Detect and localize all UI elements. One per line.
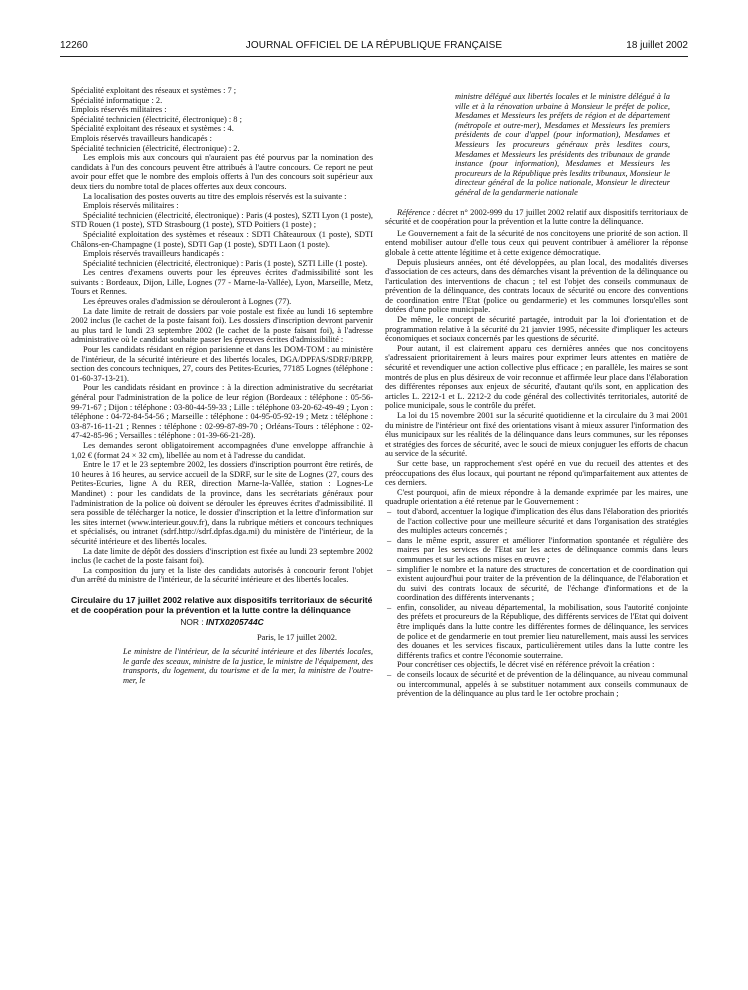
text-line: Spécialité exploitant des réseaux et systèmes : 4. [71, 124, 234, 134]
ministre-address: Le ministre de l'intérieur, de la sécurité intérieure et des libertés locales, le garde des sceaux, ministre de la justice, le ministre de l'équipement, des transports, du logement, du tourisme et de la mer, la ministre de l'outre-mer, le [123, 647, 373, 685]
paragraph: La composition du jury et la liste des candidats autorisés à concourir feront l'objet d'un arrêté du ministre de l'intérieur, de la sécurité intérieure et des libertés locales. [71, 565, 373, 585]
orientation-list [385, 507, 688, 661]
text-line: Spécialité exploitant des réseaux et systèmes : 7 ; [71, 86, 237, 95]
paragraph: C'est pourquoi, afin de mieux répondre à la demande exprimée par les maires, une quadruple orientation a été retenue par le Gouvernement : [385, 487, 688, 507]
nor-reference [71, 618, 373, 628]
paragraph: Sur cette base, un rapprochement s'est opéré en vue du recueil des attentes et des préoccupations des élus locaux, qui pourtant ne répond qu'imparfaitement aux attentes de ces derniers. [385, 458, 688, 488]
paragraph: Le Gouvernement a fait de la sécurité de nos concitoyens une priorité de son action. Il entend mobiliser autour d'elle tous ceux qui peuvent contribuer à améliorer la réponse globale à cette attente légitime et à cette exigence démocratique. [385, 228, 688, 257]
list-item: – simplifier le nombre et la nature des structures de concertation et de coordination qui existent aujourd'hui pour traiter de la prévention de la délinquance, de l'élaboration et du suivi des contrats locaux de sécurité, de l'échange d'informations et de la coordination des différents intervenants ; [397, 565, 688, 603]
paragraph: Pour autant, il est clairement apparu ces dernières années que nos concitoyens s'adressaient prioritairement à leurs maires pour exprimer leurs attentes en matière de sécurité et revendiquer une action collective plus efficace ; en parallèle, les maires se sont montrés de plus en plus désireux de voir reconnue et affirmée leur place dans l'élaboration des différentes réponses aux enjeux de sécurité, d'autant qu'ils sont, en application des articles L. 2212-1 et L. 2212-2 du code général des collectivités territoriales, autorité de police municipale, sous le contrôle du préfet. [385, 343, 688, 411]
nor-code: INTX0205744C [205, 616, 264, 627]
journal-title: JOURNAL OFFICIEL DE LA RÉPUBLIQUE FRANÇAISE [245, 40, 503, 51]
paragraph: Entre le 17 et le 23 septembre 2002, les dossiers d'inscription pourront être retirés, de 10 heures à 16 heures, au service accueil de la SDRF, sur le site de Lognes (27, cours des Petites-Ecuries, ligne A du RER, direction Marne-la-Vallée, station : Lognes-Le Mandinet) : pour les candidats de la province, dans les secrétariats généraux pour l'administration de la police où doivent se dérouler les épreuves écrites d'admissibilité. Il sera possible de télécharger la notice, le dossier d'inscription et la lettre d'information sur les sites internet (www.interieur.gouv.fr), dans la rubrique métiers et concours techniques et spécialisés, ou intranet (sdrf.http://sdrf.dpfas.dga.mi) du ministère de l'intérieur, de la sécurité intérieure et des libertés locales. [71, 460, 373, 546]
paragraph: Pour les candidats résidant en région parisienne et dans les DOM-TOM : au ministère de l'intérieur, de la sécurité intérieure et des libertés locales, DGA/DPFAS/SDRF/BRPP, section des concours techniques, 27, cours des Petites-Ecuries, 77185 Lognes (téléphone : 01-60-37-13-21). [71, 345, 373, 383]
list-item: – de conseils locaux de sécurité et de prévention de la délinquance, au niveau communal ou intercommunal, appelés à se substituer notamment aux conseils communaux de prévention de la délinquance au plus tard le 1er octobre prochain ; [397, 670, 688, 699]
paragraph: Les épreuves orales d'admission se dérouleront à Lognes (77). [83, 297, 292, 307]
nor-label: NOR : [180, 616, 204, 627]
paris-date: Paris, le 17 juillet 2002. [256, 633, 337, 643]
text-line: Emplois réservés travailleurs handicapés : [71, 133, 212, 143]
paragraph: Spécialité technicien (électricité, électronique) : Paris (1 poste), SZTI Lille (1 poste). [83, 258, 368, 268]
paragraph: La loi du 15 novembre 2001 sur la sécurité quotidienne et la circulaire du 3 mai 2001 du ministre de l'intérieur ont fixé des orientations visant à mieux assurer l'information des élus municipaux sur les réalités de la délinquance dans leurs communes, sur les réponses et stratégies des forces de sécurité, avec le souci de mieux conjuguer les efforts de chacun au service de la sécurité. [385, 411, 688, 459]
creation-list [385, 670, 688, 699]
paragraph: Les centres d'examens ouverts pour les épreuves écrites d'admissibilité sont les suivants : Bordeaux, Dijon, Lille, Lognes (77 - Marne-la-Vallée), Lyon, Marseille, Metz, Tours et Rennes. [71, 268, 373, 297]
text-line: Spécialité technicien (électricité, électronique) : 2. [71, 143, 240, 153]
paragraph: Les emplois mis aux concours qui n'auraient pas été pourvus par la nomination des candidats à l'un des concours peuvent être attribués à l'autre concours. Ce report ne peut avoir pour effet que le nombre des emplois offerts à l'un des concours soit supérieur aux deux tiers du nombre total de places offertes aux deux concours. [71, 153, 373, 191]
reference-label: Référence : [397, 207, 436, 217]
paragraph: Pour les candidats résidant en province : à la direction administrative du secrétariat général pour l'administration de la police de leur région (Bordeaux : téléphone : 05-56-99-71-67 ; Dijon : téléphone : 03-80-44-59-33 ; Lille : téléphone 03-20-62-49-49 ; Lyon : téléphone : 04-72-84-54-56 ; Marseille : téléphone : 04-95-05-92-19 ; Metz : téléphone : 03-87-16-11-21 ; Rennes : téléphone : 02-99-87-89-70 ; Orléans-Tours : téléphone : 02-47-42-85-96 ; Versailles : téléphone : 01-39-66-21-28). [71, 383, 373, 441]
list-item: – tout d'abord, accentuer la logique d'implication des élus dans l'élaboration des priorités de l'action collective pour une meilleure sécurité et dans l'organisation des stratégies des multiples acteurs concernés ; [397, 507, 688, 536]
text-line: Spécialité informatique : 2. [71, 95, 163, 105]
paragraph: Emplois réservés travailleurs handicapés : [83, 249, 224, 259]
paragraph: La localisation des postes ouverts au titre des emplois réservés est la suivante : [83, 191, 347, 201]
right-column [385, 92, 688, 699]
paragraph: Les demandes seront obligatoirement accompagnées d'une enveloppe affranchie à 1,02 € (format 24 × 32 cm), libellée au nom et à l'adresse du candidat. [71, 440, 373, 460]
paragraph: La date limite de retrait de dossiers par voie postale est fixée au lundi 16 septembre 2002 inclus (le cachet de la poste faisant foi). Les dossiers d'inscription devront parvenir au plus tard le lundi 23 septembre 2002 (le cachet de la poste faisant foi), à l'adresse administrative où le candidat souhaite passer les épreuves écrites d'admissibilité : [71, 306, 373, 345]
reference [385, 208, 688, 227]
issue-date: 18 juillet 2002 [626, 40, 688, 51]
paragraph: Spécialité technicien (électricité, électronique) : Paris (4 postes), SZTI Lyon (1 poste), STD Rouen (1 poste), STD Strasbourg (1 poste), STD Poitiers (1 poste) ; [71, 210, 373, 230]
text-line: Emplois réservés militaires : [71, 105, 167, 115]
paragraph: Pour concrétiser ces objectifs, le décret visé en référence prévoit la création : [397, 660, 655, 670]
circulaire-title: Circulaire du 17 juillet 2002 relative aux dispositifs territoriaux de sécurité et de coopération pour la prévention et la lutte contre la délinquance [71, 594, 373, 615]
text-line: Spécialité technicien (électricité, électronique) : 8 ; [71, 114, 242, 124]
paragraph: La date limite de dépôt des dossiers d'inscription est fixée au lundi 23 septembre 2002 inclus (le cachet de la poste faisant foi). [71, 546, 373, 566]
page-header [60, 40, 688, 57]
ministre-address-continued: ministre délégué aux libertés locales et le ministre délégué à la ville et à la rénovation urbaine à Monsieur le préfet de police, Mesdames et Messieurs les préfets de région et de département (métropole et outre-mer), Mesdames et Messieurs les premiers présidents de cour d'appel (pour information), Mesdames et Messieurs les procureurs généraux près lesdites cours, Mesdames et Messieurs les présidents des tribunaux de grande instance (pour information), Mesdames et Messieurs les procureurs de la République près lesdits tribunaux, Monsieur le directeur général de la police nationale, Monsieur le directeur général de la gendarmerie nationale [455, 92, 670, 197]
page-number: 12260 [60, 40, 88, 51]
reference-text: décret n° 2002-999 du 17 juillet 2002 relatif aux dispositifs territoriaux de sécurité et de coopération pour la prévention et la lutte contre la délinquance. [385, 207, 689, 227]
list-item: – enfin, consolider, au niveau départemental, la mobilisation, sous l'autorité conjointe des préfets et procureurs de la République, des différents services de l'Etat qui doivent être impliqués dans la lutte contre les différentes formes de délinquance, les services de police et de gendarmerie en tout premier lieu naturellement, mais aussi les services des douanes et les services fiscaux, particulièrement utiles dans la lutte contre les différents trafics et contre l'économie souterraine. [397, 603, 688, 661]
paragraph: Depuis plusieurs années, ont été développées, au plan local, des modalités diverses d'association de ces acteurs, dans des démarches visant la prévention de la délinquance ou l'articulation des interventions de chacun ; tel est l'objet des conseils communaux de prévention de la délinquance, des contrats locaux de sécurité ou encore des conventions de coordination entre l'Etat (police ou gendarmerie) et les communes lorsqu'elles sont dotées d'une police municipale. [385, 257, 688, 315]
paragraph: De même, le concept de sécurité partagée, introduit par la loi d'orientation et de programmation relative à la sécurité du 21 janvier 1995, nécessite d'impliquer les acteurs économiques et sociaux concernés par les questions de sécurité. [385, 315, 688, 344]
paragraph: Emplois réservés militaires : [83, 201, 179, 211]
left-column [71, 86, 373, 685]
list-item: – dans le même esprit, assurer et améliorer l'information spontanée et régulière des maires par les services de l'Etat sur les actes de délinquance commis dans leurs communes et sur les actions mises en œuvre ; [397, 536, 688, 565]
paragraph: Spécialité exploitation des systèmes et réseaux : SDTI Châteauroux (1 poste), SDTI Châlons-en-Champagne (1 poste), SDTI Gap (1 poste), SDTI Laon (1 poste). [71, 229, 373, 249]
